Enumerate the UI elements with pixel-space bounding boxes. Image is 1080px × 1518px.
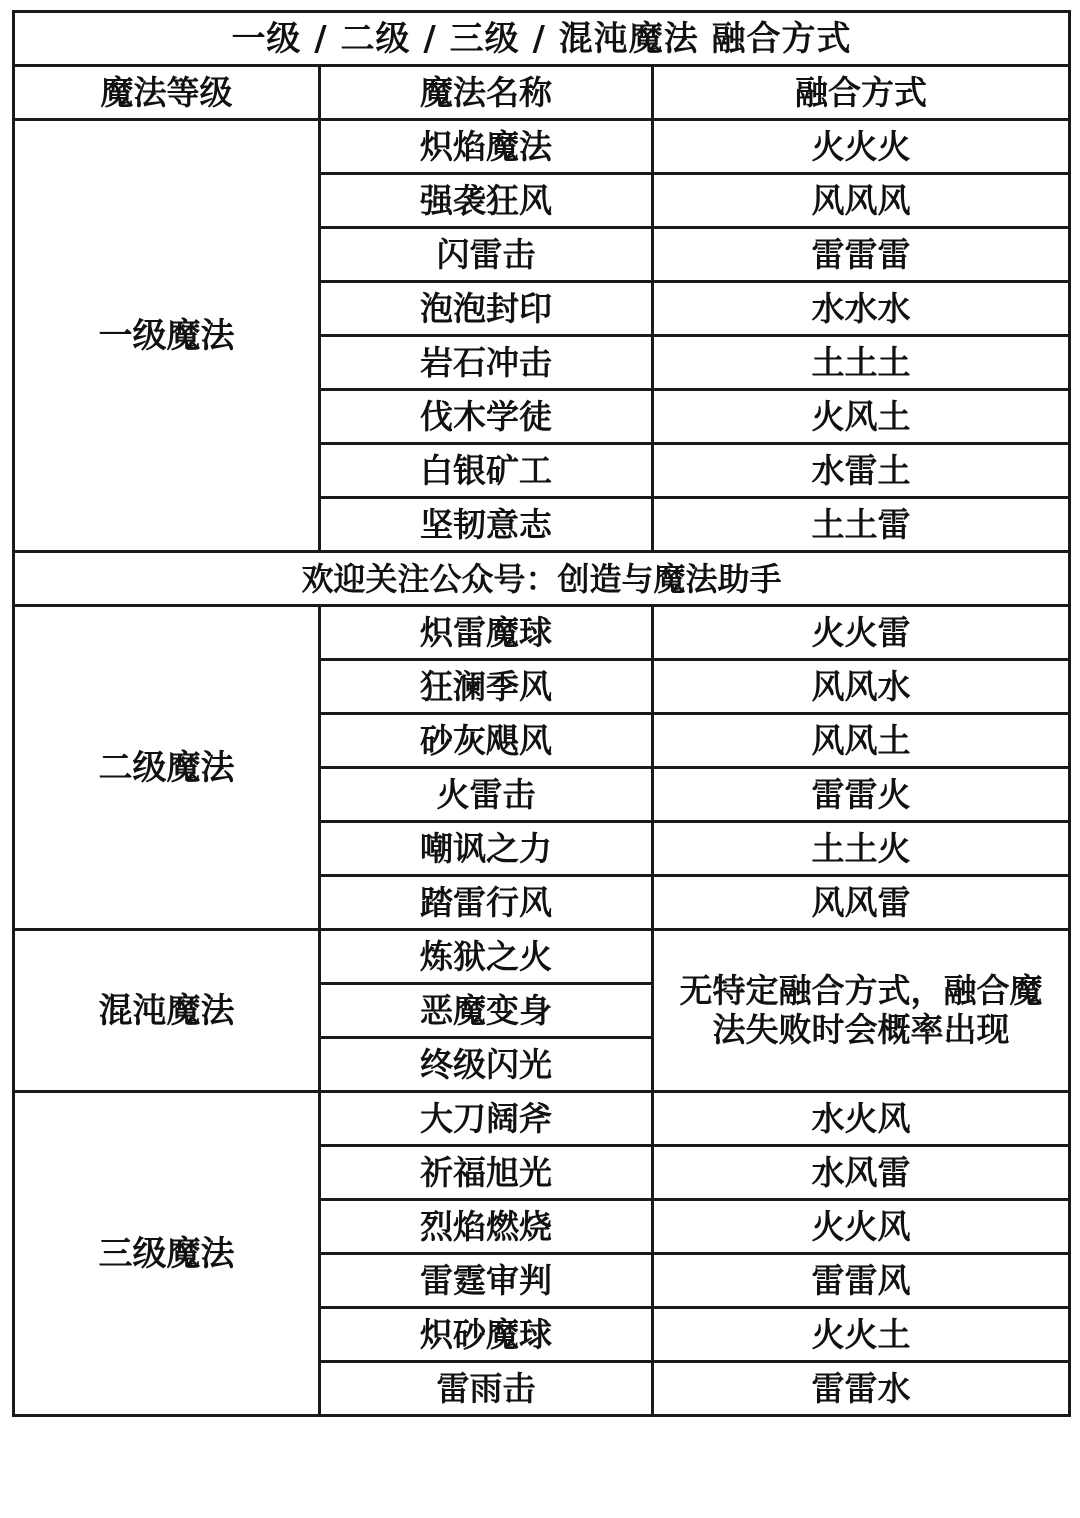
level-cell: 混沌魔法 — [14, 930, 320, 1092]
table-row — [14, 120, 1070, 174]
spell-fusion: 火火风 — [653, 1200, 1070, 1254]
header-level: 魔法等级 — [14, 66, 320, 120]
banner-row — [14, 552, 1070, 606]
spell-name: 火雷击 — [320, 768, 653, 822]
spell-name: 炽砂魔球 — [320, 1308, 653, 1362]
header-name: 魔法名称 — [320, 66, 653, 120]
spell-fusion: 雷雷风 — [653, 1254, 1070, 1308]
level-cell: 二级魔法 — [14, 606, 320, 930]
spell-fusion: 土土火 — [653, 822, 1070, 876]
spell-name: 岩石冲击 — [320, 336, 653, 390]
spell-name: 闪雷击 — [320, 228, 653, 282]
spell-name: 烈焰燃烧 — [320, 1200, 653, 1254]
spell-fusion: 水水水 — [653, 282, 1070, 336]
spell-name: 恶魔变身 — [320, 984, 653, 1038]
spell-fusion: 土土土 — [653, 336, 1070, 390]
spell-name: 砂灰飓风 — [320, 714, 653, 768]
spell-fusion: 雷雷水 — [653, 1362, 1070, 1416]
spell-fusion: 水火风 — [653, 1092, 1070, 1146]
table-row — [14, 606, 1070, 660]
spell-name: 大刀阔斧 — [320, 1092, 653, 1146]
spell-fusion: 风风土 — [653, 714, 1070, 768]
spell-name: 炽雷魔球 — [320, 606, 653, 660]
spell-fusion: 水风雷 — [653, 1146, 1070, 1200]
spell-name: 狂澜季风 — [320, 660, 653, 714]
spell-name: 坚韧意志 — [320, 498, 653, 552]
spell-name: 踏雷行风 — [320, 876, 653, 930]
spell-fusion: 土土雷 — [653, 498, 1070, 552]
level-cell: 三级魔法 — [14, 1092, 320, 1416]
spell-name: 雷雨击 — [320, 1362, 653, 1416]
spell-fusion: 风风水 — [653, 660, 1070, 714]
spell-name: 炼狱之火 — [320, 930, 653, 984]
spell-name: 伐木学徒 — [320, 390, 653, 444]
spell-fusion: 火火土 — [653, 1308, 1070, 1362]
spell-fusion: 火火雷 — [653, 606, 1070, 660]
spell-fusion: 风风风 — [653, 174, 1070, 228]
spell-name: 泡泡封印 — [320, 282, 653, 336]
spell-name: 炽焰魔法 — [320, 120, 653, 174]
spell-fusion: 火火火 — [653, 120, 1070, 174]
table-row — [14, 930, 1070, 984]
spell-fusion: 雷雷雷 — [653, 228, 1070, 282]
table-title: 一级 / 二级 / 三级 / 混沌魔法 融合方式 — [14, 12, 1070, 66]
spell-name: 强袭狂风 — [320, 174, 653, 228]
level-cell: 一级魔法 — [14, 120, 320, 552]
magic-fusion-table — [12, 10, 1071, 1417]
spell-name: 终级闪光 — [320, 1038, 653, 1092]
spell-name: 白银矿工 — [320, 444, 653, 498]
header-row — [14, 66, 1070, 120]
spell-fusion: 风风雷 — [653, 876, 1070, 930]
spell-name: 雷霆审判 — [320, 1254, 653, 1308]
spell-name: 嘲讽之力 — [320, 822, 653, 876]
spell-name: 祈福旭光 — [320, 1146, 653, 1200]
spell-fusion: 水雷土 — [653, 444, 1070, 498]
header-fusion: 融合方式 — [653, 66, 1070, 120]
spell-fusion: 雷雷火 — [653, 768, 1070, 822]
chaos-fusion-note: 无特定融合方式，融合魔法失败时会概率出现 — [653, 930, 1070, 1092]
table-row — [14, 1092, 1070, 1146]
table-body — [14, 12, 1070, 1416]
spell-fusion: 火风土 — [653, 390, 1070, 444]
title-row — [14, 12, 1070, 66]
banner-text: 欢迎关注公众号：创造与魔法助手 — [14, 552, 1070, 606]
